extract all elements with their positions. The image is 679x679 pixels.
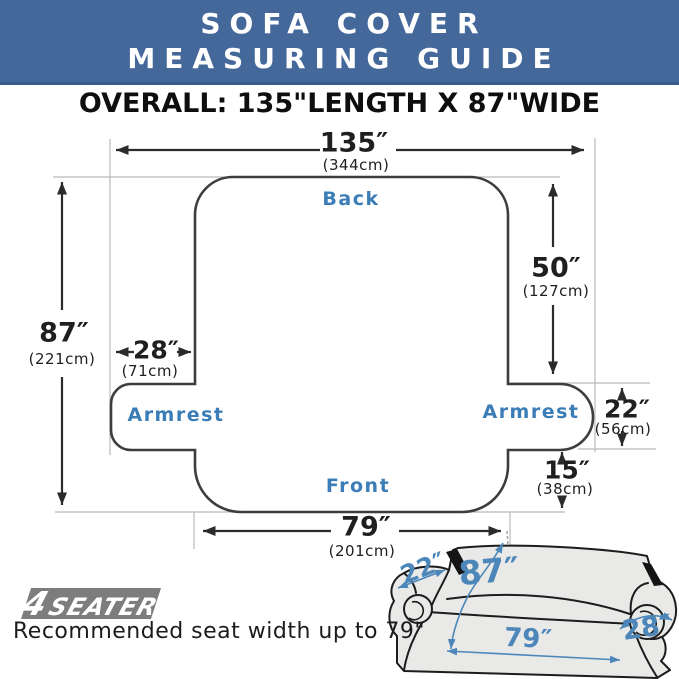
dim-seat-width-cm: (201cm): [328, 542, 396, 560]
dim-back-height-cm: (127cm): [522, 282, 590, 300]
seater-badge-label: SEATER: [45, 593, 162, 621]
label-front: Front: [325, 475, 391, 497]
title-line-1: SOFA COVER: [200, 7, 488, 40]
title-line-2: MEASURING GUIDE: [127, 42, 561, 75]
seater-badge-number: 4: [17, 584, 54, 623]
dim-seat-width-in: 79″: [341, 511, 391, 543]
cover-outline-shape: [111, 177, 593, 512]
sofa-label-arm-depth: 22″: [396, 546, 450, 590]
dim-armrest-width-cm: (71cm): [121, 362, 179, 380]
sofa-tick-line: [507, 531, 508, 546]
sofa-label-arm-width: 28″: [620, 609, 674, 647]
dim-overall-width-in: 87″: [39, 317, 89, 349]
dim-overall-length-cm: (344cm): [322, 156, 390, 174]
dim-back-height-in: 50″: [531, 252, 581, 284]
recommendation-text: Recommended seat width up to 79": [13, 619, 426, 644]
seater-badge: [17, 584, 162, 623]
dim-armrest-height-in: 22″: [604, 394, 650, 424]
sofa-label-seat-width: 79″: [503, 622, 553, 656]
label-armrest-right: Armrest: [482, 401, 580, 423]
dim-overall-width-cm: (221cm): [28, 350, 96, 368]
dim-armrest-width-in: 28″: [133, 335, 179, 365]
overall-dimensions-text: OVERALL: 135"LENGTH X 87"WIDE: [78, 88, 601, 119]
dim-front-height-in: 15″: [544, 455, 590, 485]
dim-overall-length-in: 135″: [319, 127, 389, 159]
label-armrest-left: Armrest: [127, 404, 225, 426]
dim-armrest-height-cm: (56cm): [594, 420, 652, 438]
dim-front-height-cm: (38cm): [536, 480, 594, 498]
sofa-label-overall-width: 87″: [457, 548, 521, 594]
label-back: Back: [322, 188, 380, 210]
